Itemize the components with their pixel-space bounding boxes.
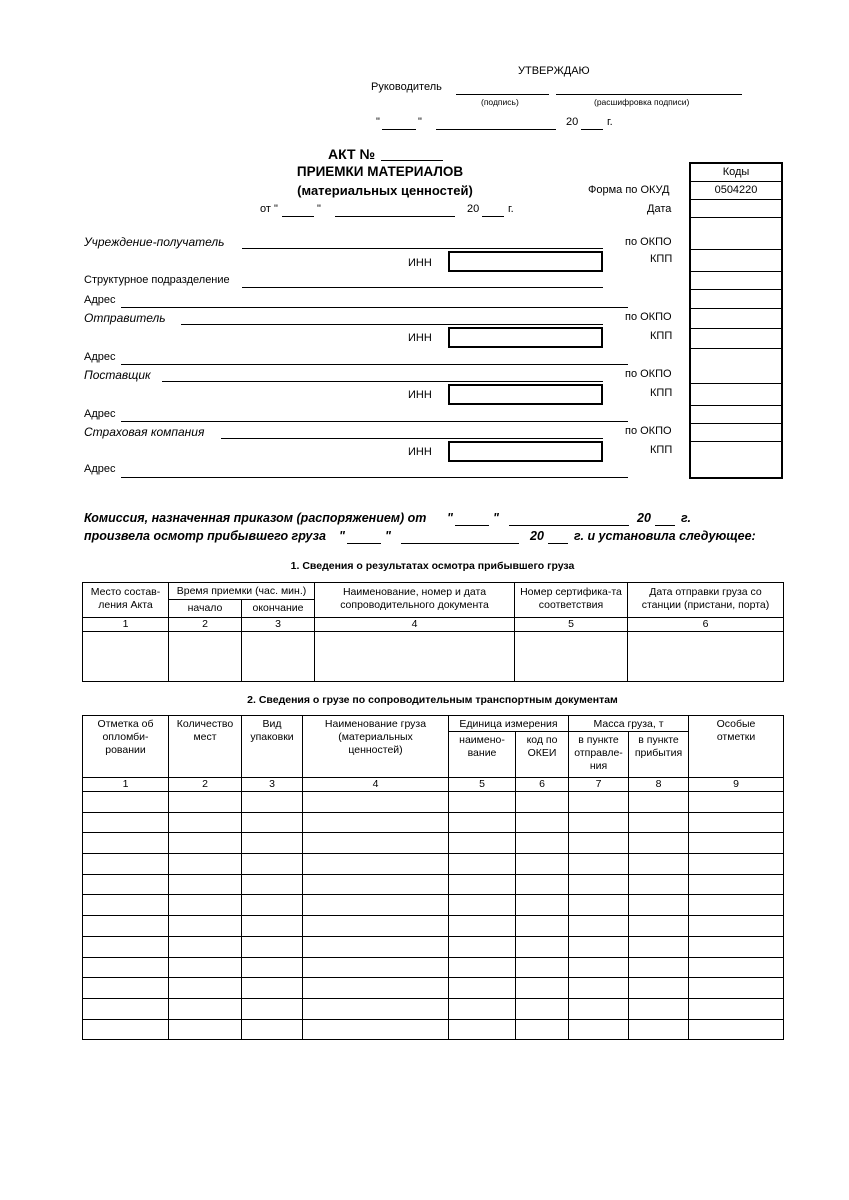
s2-cell[interactable]	[303, 916, 449, 937]
s2-cell[interactable]	[242, 978, 303, 999]
act-title: АКТ №	[328, 146, 376, 162]
decode-caption: (расшифровка подписи)	[594, 97, 690, 107]
s2-cell[interactable]	[83, 916, 169, 937]
table-row	[83, 874, 784, 895]
s1-num: 2	[169, 618, 242, 632]
insurer-kpp-label: КПП	[650, 444, 673, 456]
s2-cell[interactable]	[242, 916, 303, 937]
table-row	[83, 854, 784, 875]
receiver-address-line[interactable]	[121, 307, 628, 308]
s2-cell[interactable]	[569, 936, 629, 957]
s2-cell[interactable]	[169, 792, 242, 813]
s2-col7-header: в пункте отправле-ния	[569, 732, 629, 778]
supplier-line[interactable]	[162, 381, 603, 382]
s2-cell[interactable]	[569, 916, 629, 937]
s2-cell[interactable]	[303, 854, 449, 875]
s2-cell[interactable]	[83, 978, 169, 999]
s2-cell[interactable]	[516, 854, 569, 875]
approve-quote-open: "	[376, 116, 380, 128]
s2-cell[interactable]	[689, 833, 784, 854]
section1-title: 1. Сведения о результатах осмотра прибывшего груза	[290, 560, 575, 572]
s2-cell[interactable]	[303, 812, 449, 833]
supplier-address-line[interactable]	[121, 421, 628, 422]
s2-cell[interactable]	[569, 854, 629, 875]
s2-num: 6	[516, 778, 569, 792]
approve-day-line[interactable]	[382, 129, 416, 130]
insurer-line[interactable]	[221, 438, 603, 439]
s2-cell[interactable]	[516, 998, 569, 1019]
section1-table	[82, 582, 784, 682]
s2-cell[interactable]	[629, 854, 689, 875]
codes-row	[691, 249, 781, 250]
codes-row	[691, 441, 781, 442]
commission-year1: 20	[637, 511, 651, 525]
section2-title: 2. Сведения о грузе по сопроводительным транспортным документам	[247, 694, 618, 706]
commission-q1: "	[447, 511, 453, 525]
s2-cell[interactable]	[449, 998, 516, 1019]
s1-cell[interactable]	[83, 632, 169, 682]
s2-cell[interactable]	[629, 895, 689, 916]
s2-cell[interactable]	[169, 978, 242, 999]
s2-cell[interactable]	[83, 957, 169, 978]
codes-row	[691, 383, 781, 384]
s1-cell[interactable]	[315, 632, 515, 682]
s2-cell[interactable]	[569, 957, 629, 978]
commission-cargo-year-line[interactable]	[548, 543, 568, 544]
receiver-kpp-label: КПП	[650, 253, 673, 265]
codes-row	[691, 217, 781, 218]
s2-num: 1	[83, 778, 169, 792]
commission-order-year-line[interactable]	[655, 525, 675, 526]
s2-cell[interactable]	[569, 978, 629, 999]
s1-num: 3	[242, 618, 315, 632]
supplier-inn-field[interactable]	[448, 384, 603, 405]
s2-cell[interactable]	[169, 854, 242, 875]
s2-cell[interactable]	[449, 916, 516, 937]
receiver-label: Учреждение-получатель	[84, 235, 225, 249]
insurer-okpo-label: по ОКПО	[625, 425, 672, 437]
s2-body	[83, 792, 784, 1040]
table-row	[83, 792, 784, 813]
insurer-inn-field[interactable]	[448, 441, 603, 462]
commission-line2: произвела осмотр прибывшего груза	[84, 529, 326, 543]
insurer-inn-label: ИНН	[408, 446, 432, 458]
s2-cell[interactable]	[169, 874, 242, 895]
s2-cell[interactable]	[449, 1019, 516, 1040]
s2-cell[interactable]	[629, 874, 689, 895]
receiver-inn-field[interactable]	[448, 251, 603, 272]
s2-cell[interactable]	[242, 812, 303, 833]
commission-q4: "	[385, 529, 391, 543]
s2-cell[interactable]	[629, 792, 689, 813]
act-year-suffix: г.	[508, 203, 514, 215]
approve-month-line[interactable]	[436, 129, 556, 130]
sender-line[interactable]	[181, 324, 603, 325]
act-subtitle2: (материальных ценностей)	[297, 183, 473, 198]
head-label: Руководитель	[371, 81, 442, 93]
codes-row	[691, 328, 781, 329]
head-decode-line[interactable]	[556, 94, 742, 95]
s2-cell[interactable]	[242, 792, 303, 813]
s2-cell[interactable]	[516, 916, 569, 937]
s2-cell[interactable]	[629, 833, 689, 854]
codes-row	[691, 423, 781, 424]
s2-cell[interactable]	[449, 833, 516, 854]
okud-value: 0504220	[714, 184, 758, 196]
commission-cargo-month-line[interactable]	[401, 543, 519, 544]
okud-label: Форма по ОКУД	[588, 184, 670, 196]
s2-cell[interactable]	[569, 895, 629, 916]
s1-col4-header: Наименование, номер и дата сопроводительного документа	[315, 583, 515, 618]
sender-inn-label: ИНН	[408, 332, 432, 344]
s2-cell[interactable]	[169, 812, 242, 833]
commission-cargo-day-line[interactable]	[347, 543, 381, 544]
s2-cell[interactable]	[569, 998, 629, 1019]
s1-col2a-header: начало	[169, 600, 242, 618]
s2-col1-header: Отметка об опломби-ровании	[83, 716, 169, 778]
s2-col8-header: в пункте прибытия	[629, 732, 689, 778]
s2-cell[interactable]	[516, 957, 569, 978]
s2-cell[interactable]	[516, 792, 569, 813]
s1-cell[interactable]	[242, 632, 315, 682]
table-row	[83, 833, 784, 854]
s2-cell[interactable]	[303, 957, 449, 978]
s2-col9-header: Особые отметки	[689, 716, 784, 778]
s2-num: 5	[449, 778, 516, 792]
codes-row	[691, 348, 781, 349]
approve-quote-close: "	[418, 116, 422, 128]
s2-cell[interactable]	[169, 916, 242, 937]
s2-cell[interactable]	[303, 874, 449, 895]
s1-col2b-header: окончание	[242, 600, 315, 618]
s2-cell[interactable]	[303, 936, 449, 957]
supplier-okpo-label: по ОКПО	[625, 368, 672, 380]
s2-cell[interactable]	[83, 874, 169, 895]
table-row	[83, 936, 784, 957]
s2-cell[interactable]	[629, 916, 689, 937]
sender-address-label: Адрес	[84, 351, 116, 363]
insurer-label: Страховая компания	[84, 425, 205, 439]
supplier-label: Поставщик	[84, 368, 151, 382]
commission-order-month-line[interactable]	[509, 525, 629, 526]
s2-cell[interactable]	[242, 957, 303, 978]
s2-cell[interactable]	[689, 792, 784, 813]
commission-line2-end: г. и установила следующее:	[574, 529, 756, 543]
s1-col1-header: Место состав-ления Акта	[83, 583, 169, 618]
structural-label: Структурное подразделение	[84, 274, 230, 286]
s2-cell[interactable]	[689, 957, 784, 978]
act-quote-close: "	[317, 203, 321, 215]
s1-col2-header: Время приемки (час. мин.)	[169, 583, 315, 600]
s2-cell[interactable]	[242, 854, 303, 875]
act-day-line[interactable]	[282, 216, 314, 217]
s2-cell[interactable]	[449, 957, 516, 978]
s2-cell[interactable]	[83, 854, 169, 875]
structural-line[interactable]	[242, 287, 603, 288]
sender-label: Отправитель	[84, 311, 166, 325]
s2-cell[interactable]	[303, 833, 449, 854]
s2-cell[interactable]	[569, 1019, 629, 1040]
s2-cell[interactable]	[629, 1019, 689, 1040]
s2-cell[interactable]	[689, 874, 784, 895]
s1-col6-header: Дата отправки груза со станции (пристани, порта)	[628, 583, 784, 618]
s2-num: 8	[629, 778, 689, 792]
s2-cell[interactable]	[83, 792, 169, 813]
s2-cell[interactable]	[569, 833, 629, 854]
codes-row	[691, 308, 781, 309]
s2-cell[interactable]	[169, 895, 242, 916]
s2-cell[interactable]	[516, 895, 569, 916]
s1-col5-header: Номер сертифика-та соответствия	[515, 583, 628, 618]
s2-cell[interactable]	[242, 998, 303, 1019]
sender-kpp-label: КПП	[650, 330, 673, 342]
s2-cell[interactable]	[449, 812, 516, 833]
s2-num: 7	[569, 778, 629, 792]
s2-cell[interactable]	[569, 874, 629, 895]
s2-cell[interactable]	[303, 1019, 449, 1040]
s2-cell[interactable]	[629, 998, 689, 1019]
s2-cell[interactable]	[569, 812, 629, 833]
table-row	[83, 957, 784, 978]
supplier-address-label: Адрес	[84, 408, 116, 420]
commission-order-day-line[interactable]	[455, 525, 489, 526]
s2-cell[interactable]	[242, 874, 303, 895]
codes-row	[691, 271, 781, 272]
s2-cell[interactable]	[83, 1019, 169, 1040]
insurer-address-line[interactable]	[121, 477, 628, 478]
table-row	[83, 895, 784, 916]
sender-okpo-label: по ОКПО	[625, 311, 672, 323]
codes-row	[691, 289, 781, 290]
s2-cell[interactable]	[242, 895, 303, 916]
supplier-inn-label: ИНН	[408, 389, 432, 401]
s2-cell[interactable]	[169, 957, 242, 978]
s2-col5-header: наимено-вание	[449, 732, 516, 778]
supplier-kpp-label: КПП	[650, 387, 673, 399]
s2-cell[interactable]	[303, 978, 449, 999]
s2-cell[interactable]	[449, 874, 516, 895]
s2-cell[interactable]	[516, 833, 569, 854]
s2-col4-header: Наименование груза (материальных ценностей)	[303, 716, 449, 778]
s2-col78-header: Масса груза, т	[569, 716, 689, 732]
s2-cell[interactable]	[169, 833, 242, 854]
s2-cell[interactable]	[242, 833, 303, 854]
section2-table	[82, 715, 784, 1040]
approve-year-suffix: г.	[607, 116, 613, 128]
s2-cell[interactable]	[629, 812, 689, 833]
s1-cell[interactable]	[169, 632, 242, 682]
s2-num: 2	[169, 778, 242, 792]
act-month-line[interactable]	[335, 216, 455, 217]
s2-col6-header: код по ОКЕИ	[516, 732, 569, 778]
codes-box	[689, 162, 783, 479]
s2-cell[interactable]	[689, 998, 784, 1019]
s2-cell[interactable]	[689, 1019, 784, 1040]
receiver-okpo-label: по ОКПО	[625, 236, 672, 248]
date-label: Дата	[647, 203, 672, 215]
s2-cell[interactable]	[169, 1019, 242, 1040]
s2-cell[interactable]	[629, 936, 689, 957]
approve-year-line[interactable]	[581, 129, 603, 130]
s2-cell[interactable]	[449, 978, 516, 999]
s2-col2-header: Количество мест	[169, 716, 242, 778]
s2-cell[interactable]	[569, 792, 629, 813]
s2-cell[interactable]	[629, 957, 689, 978]
receiver-address-label: Адрес	[84, 294, 116, 306]
act-year-prefix: 20	[467, 203, 480, 215]
codes-row	[691, 405, 781, 406]
s2-cell[interactable]	[83, 998, 169, 1019]
head-sign-line[interactable]	[456, 94, 549, 95]
s2-cell[interactable]	[516, 936, 569, 957]
s2-cell[interactable]	[629, 978, 689, 999]
sign-caption: (подпись)	[481, 97, 519, 107]
s2-cell[interactable]	[449, 792, 516, 813]
table-row	[83, 812, 784, 833]
s2-cell[interactable]	[83, 833, 169, 854]
s2-cell[interactable]	[169, 936, 242, 957]
s2-cell[interactable]	[689, 895, 784, 916]
act-year-line[interactable]	[482, 216, 504, 217]
s1-num: 4	[315, 618, 515, 632]
s2-cell[interactable]	[83, 812, 169, 833]
approve-year-prefix: 20	[566, 116, 579, 128]
s1-num: 1	[83, 618, 169, 632]
table-row	[83, 1019, 784, 1040]
s2-num: 3	[242, 778, 303, 792]
s2-col3-header: Вид упаковки	[242, 716, 303, 778]
s2-cell[interactable]	[689, 854, 784, 875]
s2-cell[interactable]	[242, 1019, 303, 1040]
act-number-line[interactable]	[381, 160, 443, 161]
s2-num: 4	[303, 778, 449, 792]
sender-address-line[interactable]	[121, 364, 628, 365]
table-row	[83, 998, 784, 1019]
receiver-inn-label: ИНН	[408, 257, 432, 269]
s1-cell[interactable]	[628, 632, 784, 682]
commission-year2: 20	[530, 529, 544, 543]
s2-cell[interactable]	[303, 998, 449, 1019]
s2-cell[interactable]	[689, 812, 784, 833]
s2-cell[interactable]	[516, 874, 569, 895]
s1-num: 6	[628, 618, 784, 632]
s2-cell[interactable]	[516, 978, 569, 999]
s2-cell[interactable]	[516, 812, 569, 833]
s2-cell[interactable]	[516, 1019, 569, 1040]
s2-col56-header: Единица измерения	[449, 716, 569, 732]
act-date-from: от "	[260, 203, 278, 215]
approve-title: УТВЕРЖДАЮ	[518, 65, 590, 77]
s2-cell[interactable]	[689, 936, 784, 957]
s2-cell[interactable]	[242, 936, 303, 957]
codes-header: Коды	[691, 164, 781, 182]
table-row	[83, 916, 784, 937]
codes-row	[691, 199, 781, 200]
s1-cell[interactable]	[515, 632, 628, 682]
s2-cell[interactable]	[449, 854, 516, 875]
s2-cell[interactable]	[689, 978, 784, 999]
commission-q3: "	[339, 529, 345, 543]
table-row	[83, 978, 784, 999]
insurer-address-label: Адрес	[84, 463, 116, 475]
commission-g1: г.	[681, 511, 691, 525]
s2-cell[interactable]	[303, 895, 449, 916]
s2-cell[interactable]	[83, 895, 169, 916]
sender-inn-field[interactable]	[448, 327, 603, 348]
s2-num: 9	[689, 778, 784, 792]
receiver-line[interactable]	[242, 248, 603, 249]
s2-cell[interactable]	[303, 792, 449, 813]
s2-cell[interactable]	[83, 936, 169, 957]
s2-cell[interactable]	[169, 998, 242, 1019]
commission-line1: Комиссия, назначенная приказом (распоряжением) от	[84, 511, 427, 525]
s2-cell[interactable]	[689, 916, 784, 937]
s1-num: 5	[515, 618, 628, 632]
act-subtitle: ПРИЕМКИ МАТЕРИАЛОВ	[296, 164, 464, 179]
commission-q2: "	[493, 511, 499, 525]
s2-cell[interactable]	[449, 895, 516, 916]
s2-cell[interactable]	[449, 936, 516, 957]
